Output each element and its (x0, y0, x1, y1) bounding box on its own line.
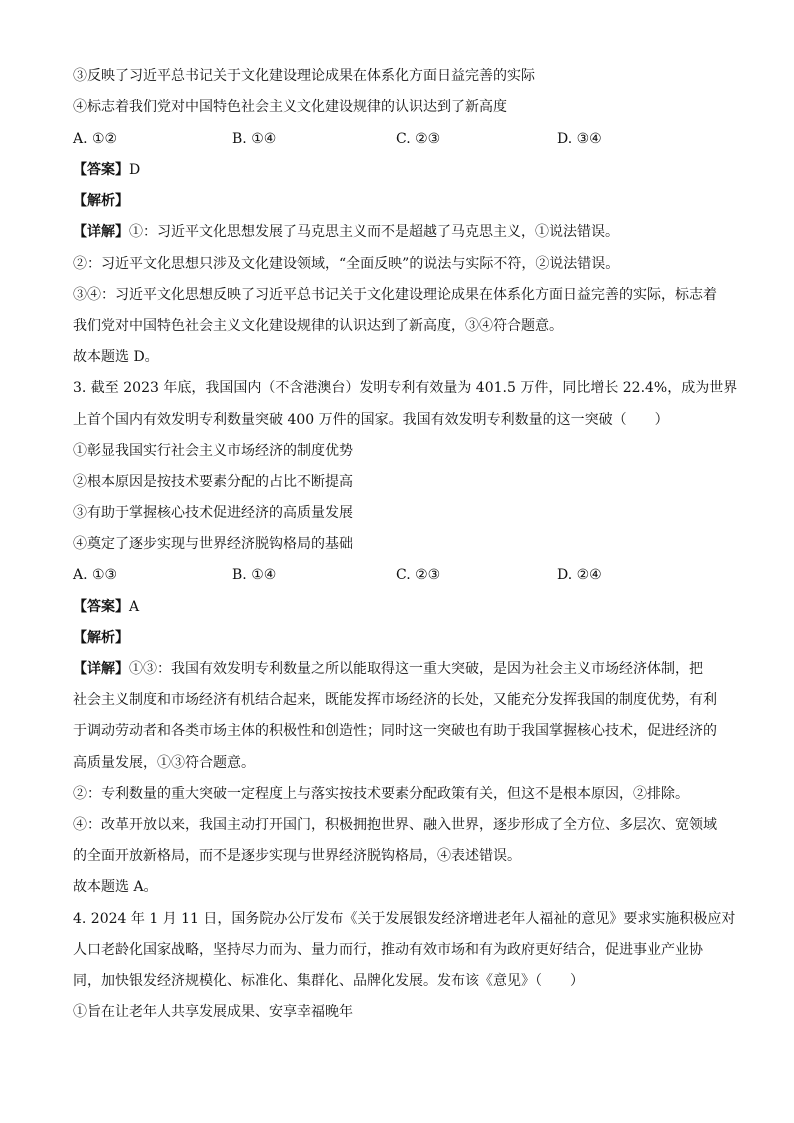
q2-option-a: A. ①② (73, 131, 118, 147)
q3-statement-2: ②根本原因是按技术要素分配的占比不断提高 (73, 474, 353, 490)
q2-statement-4: ④标志着我们党对中国特色社会主义文化建设规律的认识达到了新高度 (73, 99, 507, 115)
q3-answer (73, 597, 139, 617)
q2-detail-line-1 (73, 222, 619, 242)
q2-detail-line-3: ③④：习近平文化思想反映了习近平总书记关于文化建设理论成果在体系化方面日益完善的实际，标志着 (73, 287, 717, 303)
q3-detail-line-6: ④：改革开放以来，我国主动打开国门，积极拥抱世界、融入世界，逐步形成了全方位、多层次、宽领域 (73, 817, 717, 833)
analysis-tag: 【解析】 (73, 630, 129, 646)
q3-detail-line-5: ②：专利数量的重大突破一定程度上与落实按技术要素分配政策有关，但这不是根本原因，②排除。 (73, 786, 689, 802)
detail-tag: 【详解】 (73, 661, 129, 677)
q3-option-c: C. ②③ (396, 567, 441, 583)
q3-detail-line-3: 于调动劳动者和各类市场主体的积极性和创造性；同时这一突破也有助于我国掌握核心技术，促进经济的 (73, 723, 717, 739)
q4-stem-line-2: 人口老龄化国家战略，坚持尽力而为、量力而行，推动有效市场和有为政府更好结合，促进事业产业协 (73, 942, 703, 958)
q4-statement-1: ①旨在让老年人共享发展成果、安享幸福晚年 (73, 1004, 353, 1020)
q3-detail-line-7: 的全面开放新格局，而不是逐步实现与世界经济脱钩格局，④表述错误。 (73, 848, 521, 864)
q3-analysis-tag (73, 628, 129, 648)
q4-stem-line-3: 同，加快银发经济规模化、标准化、集群化、品牌化发展。发布该《意见》（ ） (73, 973, 584, 989)
detail-text: ①③：我国有效发明专利数量之所以能取得这一重大突破，是因为社会主义市场经济体制，把 (129, 661, 703, 677)
answer-tag: 【答案】 (73, 599, 129, 615)
q3-option-d: D. ②④ (557, 567, 602, 583)
answer-value: A (129, 599, 140, 615)
q4-stem-line-1: 4. 2024 年 1 月 11 日，国务院办公厅发布《关于发展银发经济增进老年人福祉的意见》要求实施积极应对 (73, 911, 736, 927)
q2-detail-line-2: ②：习近平文化思想只涉及文化建设领域，“全面反映”的说法与实际不符，②说法错误。 (73, 256, 620, 272)
q2-detail-line-4: 我们党对中国特色社会主义文化建设规律的认识达到了新高度，③④符合题意。 (73, 318, 563, 334)
q2-option-c: C. ②③ (396, 131, 441, 147)
q3-statement-3: ③有助于掌握核心技术促进经济的高质量发展 (73, 505, 353, 521)
q2-conclusion: 故本题选 D。 (73, 349, 159, 365)
q3-detail-line-4: 高质量发展，①③符合题意。 (73, 755, 255, 771)
q2-option-d: D. ③④ (557, 131, 602, 147)
q3-detail-line-1 (73, 659, 703, 679)
q3-option-a: A. ①③ (73, 567, 118, 583)
q3-statement-4: ④奠定了逐步实现与世界经济脱钩格局的基础 (73, 536, 353, 552)
answer-value: D (129, 162, 141, 178)
analysis-tag: 【解析】 (73, 193, 129, 209)
answer-tag: 【答案】 (73, 162, 129, 178)
detail-tag: 【详解】 (73, 224, 129, 240)
q3-statement-1: ①彰显我国实行社会主义市场经济的制度优势 (73, 443, 353, 459)
detail-text: ①：习近平文化思想发展了马克思主义而不是超越了马克思主义，①说法错误。 (129, 224, 619, 240)
q3-option-b: B. ①④ (232, 567, 277, 583)
q3-detail-line-2: 社会主义制度和市场经济有机结合起来，既能发挥市场经济的长处，又能充分发挥我国的制度优势，有利 (73, 692, 717, 708)
q2-option-b: B. ①④ (232, 131, 277, 147)
q2-answer (73, 160, 140, 180)
q3-conclusion: 故本题选 A。 (73, 879, 158, 895)
q3-stem-line-1: 3. 截至 2023 年底，我国国内（不含港澳台）发明专利有效量为 401.5 万件，同比增长 22.4%，成为世界 (73, 380, 738, 396)
q2-analysis-tag (73, 191, 129, 211)
q3-stem-line-2: 上首个国内有效发明专利数量突破 400 万件的国家。我国有效发明专利数量的这一突破（ ） (73, 412, 669, 428)
q2-statement-3: ③反映了习近平总书记关于文化建设理论成果在体系化方面日益完善的实际 (73, 68, 535, 84)
